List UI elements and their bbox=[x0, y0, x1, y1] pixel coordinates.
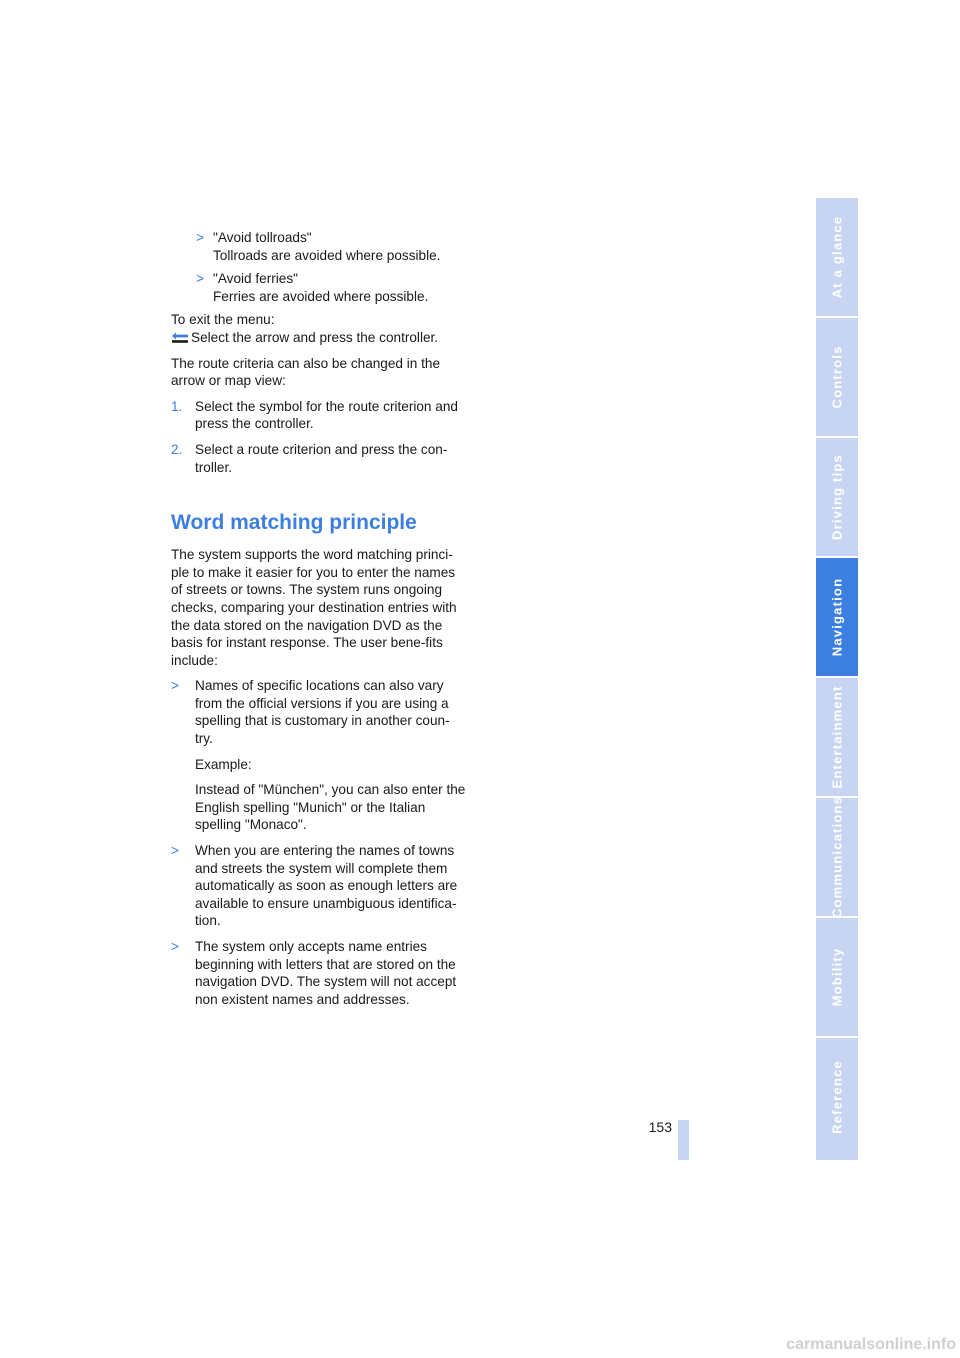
step-text: Select the symbol for the route criterion and press the controller. bbox=[195, 398, 458, 432]
tab-driving-tips[interactable] bbox=[816, 438, 858, 558]
tab-communications[interactable] bbox=[816, 795, 858, 919]
tab-label: Reference bbox=[829, 1060, 845, 1134]
tab-label: At a glance bbox=[829, 215, 845, 299]
tab-navigation[interactable] bbox=[816, 558, 858, 678]
step-number: 1. bbox=[171, 398, 183, 414]
step-number: 2. bbox=[171, 441, 183, 457]
tab-reference[interactable] bbox=[816, 1038, 858, 1160]
tab-label: Communications bbox=[829, 795, 845, 919]
benefit-text: Names of specific locations can also vary from the official versions if you are using a spelling that is customary in another coun-try. bbox=[195, 678, 450, 747]
benefit-text: The system only accepts name entries beginning with letters that are stored on the navigation DVD. The system will not accept non existent names and addresses. bbox=[195, 939, 457, 1007]
example-text: Instead of "München", you can also enter the English spelling "Munich" or the Italian spelling "Monaco". bbox=[195, 782, 466, 833]
exit-menu-instruction bbox=[171, 329, 467, 347]
benefit-item bbox=[171, 842, 467, 930]
example-label: Example: bbox=[195, 756, 252, 772]
option-title: "Avoid ferries" bbox=[213, 271, 298, 287]
route-option-tollroads bbox=[171, 229, 467, 264]
bullet-marker: > bbox=[196, 230, 204, 245]
bullet-marker: > bbox=[171, 939, 179, 954]
benefit-text: When you are entering the names of towns and streets the system will complete them automatically as soon as enough letters are available to ensure unambiguous identifica-tion. bbox=[195, 843, 458, 929]
benefit-item bbox=[171, 677, 467, 834]
tab-label: Entertainment bbox=[829, 685, 845, 789]
tab-label: Mobility bbox=[829, 947, 845, 1007]
tab-label: Controls bbox=[829, 345, 845, 409]
tab-at-a-glance[interactable] bbox=[816, 198, 858, 318]
exit-menu-text: Select the arrow and press the controller. bbox=[191, 329, 439, 345]
back-arrow-icon bbox=[171, 332, 189, 344]
exit-menu-intro: To exit the menu: bbox=[171, 312, 275, 328]
tab-label: Navigation bbox=[829, 577, 845, 657]
section-heading: Word matching principle bbox=[171, 511, 417, 535]
bullet-marker: > bbox=[171, 678, 179, 694]
route-option-ferries bbox=[171, 270, 467, 305]
tab-label: Driving tips bbox=[829, 454, 845, 540]
page-number: 153 bbox=[648, 1119, 672, 1135]
page-marker-bar bbox=[678, 1120, 689, 1160]
option-description: Tollroads are avoided where possible. bbox=[213, 247, 441, 263]
option-title: "Avoid tollroads" bbox=[213, 230, 312, 245]
chapter-tabs bbox=[816, 198, 858, 1160]
bullet-marker: > bbox=[196, 271, 204, 287]
tab-controls[interactable] bbox=[816, 318, 858, 438]
step-1 bbox=[171, 398, 467, 433]
option-description: Ferries are avoided where possible. bbox=[213, 288, 429, 304]
benefit-item bbox=[171, 938, 467, 1008]
main-column bbox=[171, 229, 467, 1016]
section-intro: The system supports the word matching princi-ple to make it easier for you to enter the names of streets or towns. The system runs ongoing checks, comparing your destination entries with the data stored on the navigation DVD as the basis for instant response. The user bene-fits include: bbox=[171, 547, 457, 668]
step-2 bbox=[171, 441, 467, 476]
step-text: Select a route criterion and press the con-troller. bbox=[195, 441, 448, 475]
tab-entertainment[interactable] bbox=[816, 678, 858, 798]
exit-menu-block bbox=[171, 311, 467, 346]
bullet-marker: > bbox=[171, 843, 179, 859]
watermark: carmanualsonline.info bbox=[786, 1336, 956, 1353]
tab-mobility[interactable] bbox=[816, 918, 858, 1038]
criteria-intro: The route criteria can also be changed in the arrow or map view: bbox=[171, 355, 441, 389]
